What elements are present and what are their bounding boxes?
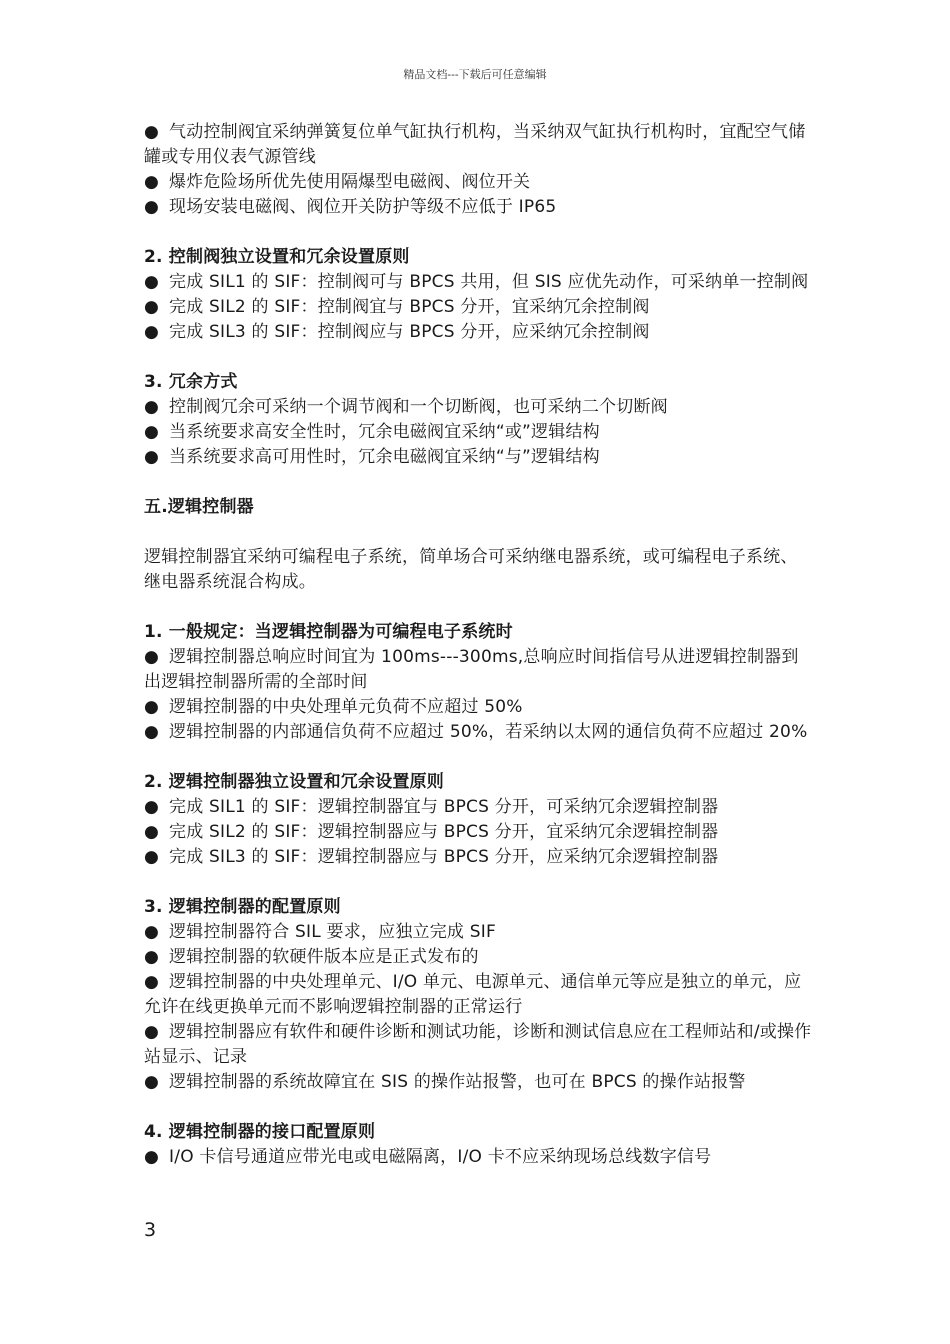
bullet-item: ● 现场安装电磁阀、阀位开关防护等级不应低于 IP65	[144, 195, 812, 220]
document-body	[144, 120, 812, 1170]
chapter-intro: 逻辑控制器宜采纳可编程电子系统，简单场合可采纳继电器系统，或可编程电子系统、继电器系统混合构成。	[144, 547, 798, 592]
bullet-item: ● 当系统要求高安全性时，冗余电磁阀宜采纳“或”逻辑结构	[144, 420, 812, 445]
section-heading: 3. 逻辑控制器的配置原则	[144, 897, 341, 917]
bullet-item: ● 完成 SIL2 的 SIF：控制阀宜与 BPCS 分开，宜采纳冗余控制阀	[144, 295, 812, 320]
bullet-item: ● 逻辑控制器的中央处理单元、I/O 单元、电源单元、通信单元等应是独立的单元，应允许在线更换单元而不影响逻辑控制器的正常运行	[144, 970, 812, 1020]
bullet-item: ● 爆炸危险场所优先使用隔爆型电磁阀、阀位开关	[144, 170, 812, 195]
bullet-item: ● 逻辑控制器符合 SIL 要求，应独立完成 SIF	[144, 920, 812, 945]
section-heading: 1. 一般规定：当逻辑控制器为可编程电子系统时	[144, 622, 513, 642]
bullet-item: ● 逻辑控制器的中央处理单元负荷不应超过 50%	[144, 695, 812, 720]
chapter-heading: 五.逻辑控制器	[144, 497, 254, 517]
bullet-item: ● 完成 SIL2 的 SIF：逻辑控制器应与 BPCS 分开，宜采纳冗余逻辑控制器	[144, 820, 812, 845]
section-heading: 2. 逻辑控制器独立设置和冗余设置原则	[144, 772, 445, 792]
section-heading: 4. 逻辑控制器的接口配置原则	[144, 1122, 376, 1142]
bullet-item: ● 控制阀冗余可采纳一个调节阀和一个切断阀，也可采纳二个切断阀	[144, 395, 812, 420]
bullet-item: ● I/O 卡信号通道应带光电或电磁隔离，I/O 卡不应采纳现场总线数字信号	[144, 1145, 812, 1170]
bullet-item: ● 逻辑控制器应有软件和硬件诊断和测试功能，诊断和测试信息应在工程师站和/或操作站显示、记录	[144, 1020, 812, 1070]
page-header: 精品文档---下载后可任意编辑	[403, 68, 547, 81]
section-heading: 2. 控制阀独立设置和冗余设置原则	[144, 247, 410, 267]
bullet-item: ● 完成 SIL1 的 SIF：控制阀可与 BPCS 共用，但 SIS 应优先动作，可采纳单一控制阀	[144, 270, 812, 295]
bullet-item: ● 逻辑控制器总响应时间宜为 100ms---300ms,总响应时间指信号从进逻辑控制器到出逻辑控制器所需的全部时间	[144, 645, 812, 695]
bullet-item: ● 气动控制阀宜采纳弹簧复位单气缸执行机构，当采纳双气缸执行机构时，宜配空气储罐或专用仪表气源管线	[144, 120, 812, 170]
bullet-item: ● 完成 SIL3 的 SIF：控制阀应与 BPCS 分开，应采纳冗余控制阀	[144, 320, 812, 345]
section-heading: 3. 冗余方式	[144, 372, 238, 392]
page-number: 3	[144, 1219, 157, 1241]
bullet-item: ● 完成 SIL3 的 SIF：逻辑控制器应与 BPCS 分开，应采纳冗余逻辑控制器	[144, 845, 812, 870]
bullet-item: ● 完成 SIL1 的 SIF：逻辑控制器宜与 BPCS 分开，可采纳冗余逻辑控制器	[144, 795, 812, 820]
bullet-item: ● 当系统要求高可用性时，冗余电磁阀宜采纳“与”逻辑结构	[144, 445, 812, 470]
bullet-item: ● 逻辑控制器的系统故障宜在 SIS 的操作站报警，也可在 BPCS 的操作站报警	[144, 1070, 812, 1095]
bullet-item: ● 逻辑控制器的内部通信负荷不应超过 50%，若采纳以太网的通信负荷不应超过 20%	[144, 720, 812, 745]
bullet-item: ● 逻辑控制器的软硬件版本应是正式发布的	[144, 945, 812, 970]
